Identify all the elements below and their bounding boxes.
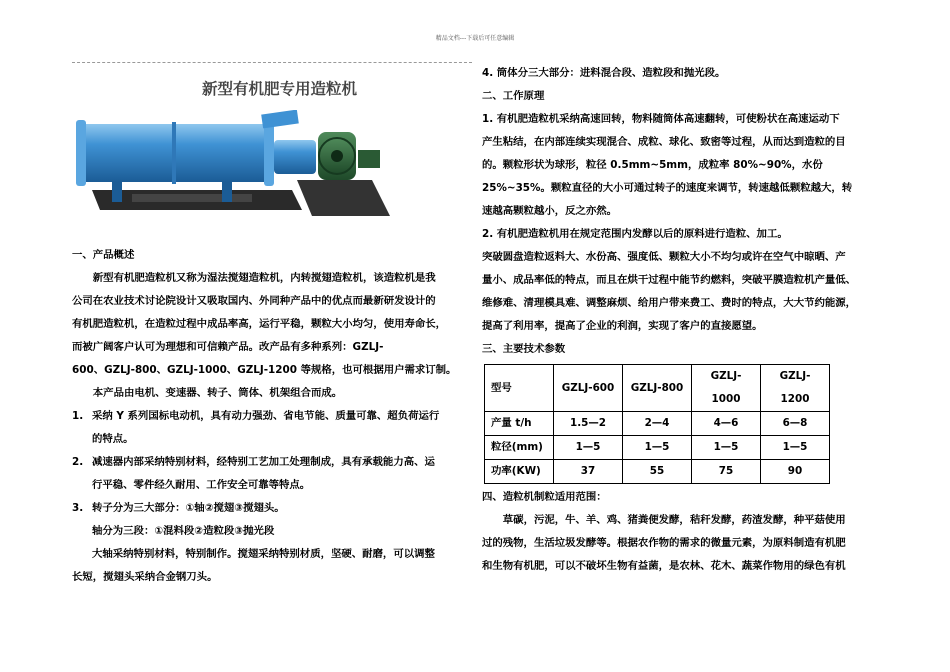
table-cell: 2—4 (623, 412, 692, 436)
composition-line: 本产品由电机、变速器、转子、筒体、机架组合而成。 (92, 387, 343, 399)
table-header-cell: GZLJ-1000 (692, 365, 761, 412)
table-cell: 1.5—2 (554, 412, 623, 436)
usage-line: 和生物有机肥，可以不破坏生物有益菌，是农林、花木、蔬菜作物用的绿色有机 (482, 560, 846, 572)
principle-line: 2. 有机肥造粒机用在规定范围内发酵以后的原料进行造粒、加工。 (482, 228, 788, 240)
table-cell: 功率(KW) (485, 460, 554, 484)
table-cell: 4—6 (692, 412, 761, 436)
table-cell: 1—5 (623, 436, 692, 460)
table-header-cell: GZLJ-600 (554, 365, 623, 412)
left-column (72, 72, 467, 589)
table-cell: 90 (761, 460, 830, 484)
section-4-heading: 四、造粒机制粒适用范围： (482, 491, 607, 503)
principle-line: 的。颗粒形状为球形，粒径 0.5mm~5mm，成粒率 80%~90%，水份 (482, 159, 823, 171)
spec-table (484, 364, 830, 484)
overview-line: 而被广阔客户认可为理想和可信赖产品。改产品有多种系列：GZLJ- (72, 341, 384, 353)
table-cell: 1—5 (692, 436, 761, 460)
table-header-cell: GZLJ-1200 (761, 365, 830, 412)
barrel-sections-line: 4. 筒体分三大部分：进料混合段、造粒段和抛光段。 (482, 67, 726, 79)
list-text: 的特点。 (92, 433, 134, 445)
section-3-heading: 三、主要技术参数 (482, 343, 566, 355)
advantage-line: 维修难、清理模具难、调整麻烦、给用户带来费工、费时的特点，大大节约能源， (482, 297, 857, 309)
list-item (72, 405, 467, 451)
list-number: 2. (72, 456, 84, 468)
table-cell: 75 (692, 460, 761, 484)
document-title: 新型有机肥专用造粒机 (201, 80, 357, 98)
overview-line: 600、GZLJ-800、GZLJ-1000、GZLJ-1200 等规格，也可根据用户需求订制。 (72, 364, 457, 376)
section-2-heading: 二、工作原理 (482, 90, 545, 102)
list-number: 3. (72, 502, 84, 514)
list-text: 行平稳、零件经久耐用、工作安全可靠等特点。 (92, 479, 311, 491)
right-column (482, 62, 880, 578)
principle-line: 产生粘结，在内部连续实现混合、成粒、球化、致密等过程，从而达到造粒的目 (482, 136, 846, 148)
machine-photo (72, 110, 432, 220)
principle-line: 25%~35%。颗粒直径的大小可通过转子的速度来调节，转速越低颗粒越大，转 (482, 182, 853, 194)
table-cell: 6—8 (761, 412, 830, 436)
table-header-cell: 型号 (485, 365, 554, 412)
material-line: 长短，搅翅头采纳合金钢刀头。 (72, 571, 218, 583)
list-number: 1. (72, 410, 84, 422)
usage-line: 过的残物，生活垃圾发酵等。根据农作物的需求的微量元素，为原料制造有机肥 (482, 537, 846, 549)
table-cell: 产量 t/h (485, 412, 554, 436)
table-header-row (485, 365, 830, 412)
table-cell: 1—5 (761, 436, 830, 460)
overview-line: 公司在农业技术讨论院设计又吸取国内、外同种产品中的优点而最新研发设计的 (72, 295, 436, 307)
table-cell: 1—5 (554, 436, 623, 460)
advantage-line: 突破圆盘造粒返料大、水份高、强度低、颗粒大小不均匀或许在空气中晾晒、产 (482, 251, 846, 263)
list-text: 采纳 Y 系列国标电动机，具有动力强劲、省电节能、质量可靠、超负荷运行 (92, 410, 440, 422)
list-text: 减速器内部采纳特别材料，经特别工艺加工处理制成，具有承载能力高、运 (92, 456, 435, 468)
principle-line: 1. 有机肥造粒机采纳高速回转，物料随筒体高速翻转，可使粉状在高速运动下 (482, 113, 840, 125)
list-item (72, 451, 467, 497)
list-text: 转子分为三大部分：①轴②搅翅③搅翅头。 (92, 502, 285, 514)
granulator-machine-illustration (72, 110, 432, 220)
advantage-line: 量小、成品率低的特点，而且在烘干过程中能节约燃料，突破平膜造粒机产量低、 (482, 274, 857, 286)
principle-line: 速越高颗粒越小，反之亦然。 (482, 205, 618, 217)
section-1-heading: 一、产品概述 (72, 249, 135, 261)
page-header-note: 精品文档---下载后可任意编辑 (435, 35, 515, 42)
list-item (72, 497, 467, 520)
overview-line: 有机肥造粒机，在造粒过程中成品率高，运行平稳，颗粒大小均匀，使用寿命长， (72, 318, 447, 330)
axis-segments-line: 轴分为三段：①混料段②造粒段③抛光段 (92, 525, 275, 537)
advantage-line: 提高了利用率，提高了企业的利润，实现了客户的直接愿望。 (482, 320, 763, 332)
table-row (485, 460, 830, 484)
material-line: 大轴采纳特别材料，特别制作。搅翅采纳特别材质，坚硬、耐磨，可以调整 (92, 548, 435, 560)
overview-line: 新型有机肥造粒机又称为湿法搅翅造粒机，内转搅翅造粒机，该造粒机是我 (92, 272, 436, 284)
usage-line: 草碳，污泥，牛、羊、鸡、猪粪便发酵，秸秆发酵，药渣发酵，种平菇使用 (502, 514, 846, 526)
table-cell: 粒径(mm) (485, 436, 554, 460)
table-row (485, 412, 830, 436)
table-row (485, 436, 830, 460)
table-cell: 55 (623, 460, 692, 484)
header-divider (72, 62, 472, 63)
table-cell: 37 (554, 460, 623, 484)
table-header-cell: GZLJ-800 (623, 365, 692, 412)
